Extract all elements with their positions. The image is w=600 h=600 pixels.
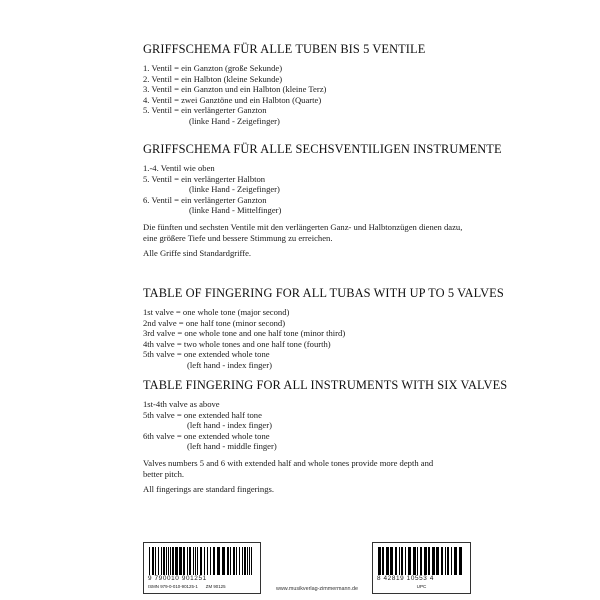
valve-line: 1st valve = one whole tone (major second) (143, 307, 290, 317)
barcode-bar (175, 547, 178, 575)
section-paragraph: Die fünften und sechsten Ventile mit den verlängerten Ganz- und Halbtonzügen dienen dazu, eine größere Tiefe und bessere Stimmung zu erreichen. (143, 221, 463, 243)
barcode-bar (378, 547, 381, 575)
section-heading: GRIFFSCHEMA FÜR ALLE SECHSVENTILIGEN INSTRUMENTE (143, 142, 502, 156)
valve-line: 2nd valve = one half tone (minor second) (143, 317, 286, 328)
barcode-bar (204, 547, 205, 575)
section-heading: TABLE FINGERING FOR ALL INSTRUMENTS WITH SIX VALVES (143, 378, 508, 392)
barcode-bar (432, 547, 435, 575)
valve-line: 5th valve = one extended half tone (143, 409, 262, 420)
publisher-website: www.musikverlag-zimmermann.de (275, 586, 359, 592)
valve-line: 5. Ventil = ein verlängerter Ganzton (143, 105, 267, 116)
english-section-6-valves (143, 378, 508, 495)
valve-line-hand: (linke Hand - Zeigefinger) (189, 184, 280, 195)
barcode-bar (247, 547, 248, 575)
ismn-barcode (143, 542, 261, 594)
barcode-bar (454, 547, 457, 575)
barcode-bars (378, 547, 463, 575)
barcode-bar (401, 547, 403, 575)
barcode-bar (189, 547, 191, 575)
barcode-bar (395, 547, 397, 575)
catalog-code: ZM 90125 (205, 584, 226, 589)
barcode-bar (242, 547, 243, 575)
barcode-bar (428, 547, 430, 575)
valve-line-hand: (left hand - index finger) (187, 359, 272, 370)
valve-line-hand: (linke Hand - Zeigefinger) (189, 115, 280, 126)
barcode-bar (413, 547, 416, 575)
barcode-bar (230, 547, 231, 575)
barcode-number: 9 790010 901251 (148, 575, 207, 582)
barcode-bar (459, 547, 462, 575)
barcode-bar (172, 547, 174, 575)
german-section-5-valves (143, 42, 473, 127)
barcode-bar (155, 547, 156, 575)
section-heading: TABLE OF FINGERING FOR ALL TUBAS WITH UP TO 5 VALVES (143, 286, 504, 300)
barcode-bar (447, 547, 449, 575)
barcode-bar (408, 547, 411, 575)
barcode-bar (390, 547, 393, 575)
barcode-bar (217, 547, 220, 575)
valve-line: 1.-4. Ventil wie oben (143, 163, 215, 173)
barcode-bar (152, 547, 154, 575)
barcode-bar (183, 547, 185, 575)
barcode-bar (417, 547, 418, 575)
valve-line: 6th valve = one extended whole tone (143, 430, 270, 441)
barcode-bar (213, 547, 215, 575)
barcode-bar (441, 547, 443, 575)
barcode-bar (405, 547, 406, 575)
barcode-bar (197, 547, 198, 575)
barcode-bar (382, 547, 384, 575)
barcode-bar (244, 547, 246, 575)
barcode-bar (249, 547, 250, 575)
barcode-bar (163, 547, 165, 575)
barcode-bar (168, 547, 169, 575)
valve-line: 1st-4th valve as above (143, 399, 220, 409)
english-section-5-valves (143, 286, 504, 371)
valve-line-hand: (left hand - middle finger) (187, 441, 277, 452)
barcode-bar (386, 547, 389, 575)
barcode-bar (200, 547, 202, 575)
german-section-6-valves (143, 142, 502, 259)
barcode-number: 8 42819 10553 4 (377, 575, 434, 582)
barcode-bar (170, 547, 171, 575)
section-paragraph: Valves numbers 5 and 6 with extended half and whole tones provide more depth and better pitch. (143, 457, 434, 479)
barcode-bar (161, 547, 162, 575)
valve-line-hand: (left hand - index finger) (187, 420, 272, 431)
barcode-bar (158, 547, 159, 575)
barcode-bar (236, 547, 237, 575)
upc-barcode (372, 542, 471, 594)
barcode-bar (222, 547, 225, 575)
barcode-bar (149, 547, 150, 575)
barcode-bar (227, 547, 229, 575)
valve-line: 2. Ventil = ein Halbton (kleine Sekunde) (143, 73, 283, 84)
section-heading: GRIFFSCHEMA FÜR ALLE TUBEN BIS 5 VENTILE (143, 42, 426, 56)
barcode-bar (195, 547, 196, 575)
barcode-bar (424, 547, 427, 575)
barcode-meta (148, 584, 226, 589)
barcode-bar (210, 547, 211, 575)
barcode-bar (239, 547, 240, 575)
valve-line-hand: (linke Hand - Mittelfinger) (189, 205, 282, 216)
valve-line: 5th valve = one extended whole tone (143, 349, 270, 360)
valve-line: 5. Ventil = ein verlängerter Halbton (143, 173, 266, 184)
barcode-bar (166, 547, 167, 575)
barcode-bar (193, 547, 194, 575)
barcode-bar (251, 547, 252, 575)
barcode-bar (420, 547, 422, 575)
barcode-bar (451, 547, 452, 575)
barcode-bar (207, 547, 208, 575)
section-note: Alle Griffe sind Standardgriffe. (143, 247, 252, 258)
barcode-bar (445, 547, 446, 575)
valve-line: 1. Ventil = ein Ganzton (große Sekunde) (143, 63, 283, 73)
section-note: All fingerings are standard fingerings. (143, 483, 275, 494)
barcode-bar (187, 547, 188, 575)
barcode-bar (233, 547, 235, 575)
valve-line: 6. Ventil = ein verlängerter Ganzton (143, 194, 267, 205)
barcode-bars (149, 547, 253, 575)
valve-line: 4. Ventil = zwei Ganztöne und ein Halbton (Quarte) (143, 94, 322, 105)
barcode-bar (436, 547, 439, 575)
upc-label: UPC (416, 584, 427, 589)
ismn-code: ISMN 979-0-010-90125-1 (148, 584, 198, 589)
valve-line: 3. Ventil = ein Ganzton und ein Halbton (kleine Terz) (143, 84, 327, 95)
barcode-bar (399, 547, 400, 575)
valve-line: 3rd valve = one whole tone and one half tone (minor third) (143, 328, 346, 339)
barcode-bar (179, 547, 182, 575)
valve-line: 4th valve = two whole tones and one half tone (fourth) (143, 338, 331, 349)
